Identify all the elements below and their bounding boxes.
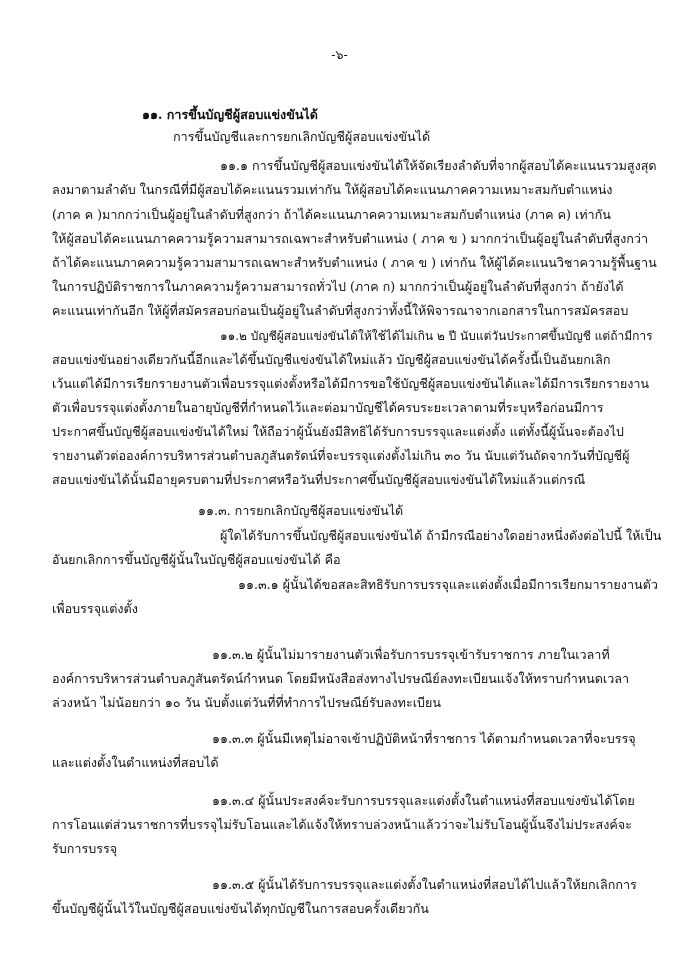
text-line: อันยกเลิกการขึ้นบัญชีผู้นั้นในบัญชีผู้สอบแข่งขันได้ คือ	[52, 552, 341, 567]
section-heading: ๑๑. การขึ้นบัญชีผู้สอบแข่งขันได้	[142, 107, 318, 122]
text-line: การโอนแต่ส่วนราชการที่บรรจุไม่รับโอนและได้แจ้งให้ทราบล่วงหน้าแล้วว่าจะไม่รับโอนผู้นั้นจึงไม่ประสงค์จะ	[52, 817, 632, 832]
text-line: ๑๑.๓.๒ ผู้นั้นไม่มารายงานตัวเพื่อรับการบรรจุเข้ารับราชการ ภายในเวลาที่	[212, 647, 610, 662]
text-line: ๑๑.๓.๕ ผู้นั้นได้รับการบรรจุและแต่งตั้งในตำแหน่งที่สอบได้ไปแล้วให้ยกเลิกการ	[212, 877, 637, 892]
text-line: ตัวเพื่อบรรจุแต่งตั้งภายในอายุบัญชีที่กำหนดไว้และต่อมาบัญชีได้ครบระยะเวลาตามที่ระบุหรือก่อนมีการ	[52, 400, 604, 415]
text-line: (ภาค ค )มากกว่าเป็นผู้อยู่ในลำดับที่สูงกว่า ถ้าได้คะแนนภาคความเหมาะสมกับตำแหน่ง (ภาค ค) เท่ากัน	[52, 207, 611, 222]
text-line: ๑๑.๓.๑ ผู้นั้นได้ขอสละสิทธิรับการบรรจุและแต่งตั้งเมื่อมีการเรียกมารายงานตัว	[238, 577, 658, 592]
text-line: การขึ้นบัญชีและการยกเลิกบัญชีผู้สอบแข่งขันได้	[173, 129, 431, 144]
text-line: ๑๑.๓.๔ ผู้นั้นประสงค์จะรับการบรรจุและแต่งตั้งในตำแหน่งที่สอบแข่งขันได้โดย	[212, 793, 635, 808]
text-line: สอบแข่งขันอย่างเดียวกันนี้อีกและได้ขึ้นบัญชีแข่งขันได้ใหม่แล้ว บัญชีผู้สอบแข่งขันได้ครั้งนี้เป็นอันยกเลิก	[52, 352, 611, 367]
text-line: ลงมาตามลำดับ ในกรณีที่มีผู้สอบได้คะแนนรวมเท่ากัน ให้ผู้สอบได้คะแนนภาคความเหมาะสมกับตำแหน่ง	[52, 182, 613, 197]
text-line: ถ้าได้คะแนนภาคความรู้ความสามารถเฉพาะสำหรับตำแหน่ง ( ภาค ข ) เท่ากัน ให้ผู้ได้คะแนนวิชาความรู้พื้นฐาน	[52, 255, 657, 270]
text-line: ให้ผู้สอบได้คะแนนภาคความรู้ความสามารถเฉพาะสำหรับตำแหน่ง ( ภาค ข ) มากกว่าเป็นผู้อยู่ในลำดับที่สูงกว่า	[52, 231, 649, 246]
text-line: คะแนนเท่ากันอีก ให้ผู้ที่สมัครสอบก่อนเป็นผู้อยู่ในลำดับที่สูงกว่าทั้งนี้ให้พิจารณาจากเอกสารในการสมัครสอบ	[52, 303, 629, 318]
text-line: องค์การบริหารส่วนตำบลภูสันตรัดน์กำหนด โดยมีหนังสือส่งทางไปรษณีย์ลงทะเบียนแจ้งให้ทราบกำหนดเวลา	[52, 671, 630, 686]
text-line: เพื่อบรรจุแต่งตั้ง	[52, 601, 138, 616]
text-line: ผู้ใดได้รับการขึ้นบัญชีผู้สอบแข่งขันได้ ถ้ามีกรณีอย่างใดอย่างหนึ่งดังต่อไปนี้ ให้เป็น	[220, 528, 662, 543]
page-number: -๖-	[331, 47, 348, 62]
text-line: ๑๑.๒ บัญชีผู้สอบแข่งขันได้ให้ใช้ได้ไม่เกิน ๒ ปี นับแต่วันประกาศขึ้นบัญชี แต่ถ้ามีการ	[220, 329, 653, 343]
text-line: ๑๑.๓.๓ ผู้นั้นมีเหตุไม่อาจเข้าปฏิบัติหน้าที่ราชการ ได้ตามกำหนดเวลาที่จะบรรจุ	[212, 731, 636, 746]
text-line: ๑๑.๑ การขึ้นบัญชีผู้สอบแข่งขันได้ให้จัดเรียงลำดับที่จากผู้สอบได้คะแนนรวมสูงสุด	[220, 158, 657, 173]
text-line: ขึ้นบัญชีผู้นั้นไว้ในบัญชีผู้สอบแข่งขันได้ทุกบัญชีในการสอบครั้งเดียวกัน	[52, 901, 429, 916]
text-line: เว้นแต่ได้มีการเรียกรายงานตัวเพื่อบรรจุแต่งตั้งหรือได้มีการขอใช้บัญชีผู้สอบแข่งขันได้และได้มีการเรียกรายงาน	[52, 376, 650, 391]
text-line: รายงานตัวต่อองค์การบริหารส่วนตำบลภูสันตรัดน์ที่จะบรรจุแต่งตั้งไม่เกิน ๓๐ วัน นับแต่วันถัดจากวันที่บัญชีผู้	[52, 448, 630, 463]
text-line: ๑๑.๓. การยกเลิกบัญชีผู้สอบแข่งขันได้	[198, 503, 404, 518]
text-line: ประกาศขึ้นบัญชีผู้สอบแข่งขันได้ใหม่ ให้ถือว่าผู้นั้นยังมีสิทธิได้รับการบรรจุและแต่งตั้ง แต่ทั้งนี้ผู้นั้นจะต้องไป	[52, 424, 624, 439]
text-line: สอบแข่งขันได้นั้นมีอายุครบตามที่ประกาศหรือวันที่ประกาศขึ้นบัญชีผู้สอบแข่งขันได้ใหม่แล้วแต่กรณี	[52, 472, 586, 487]
text-line: ในการปฏิบัติราชการในภาคความรู้ความสามารถทั่วไป (ภาค ก) มากกว่าเป็นผู้อยู่ในลำดับที่สูงกว่า ถ้ายังได้	[52, 279, 624, 294]
text-line: ล่วงหน้า ไม่น้อยกว่า ๑๐ วัน นับตั้งแต่วันที่ที่ทำการไปรษณีย์รับลงทะเบียน	[52, 695, 442, 710]
text-line: และแต่งตั้งในตำแหน่งที่สอบได้	[52, 755, 219, 770]
text-line: รับการบรรจุ	[52, 841, 118, 856]
